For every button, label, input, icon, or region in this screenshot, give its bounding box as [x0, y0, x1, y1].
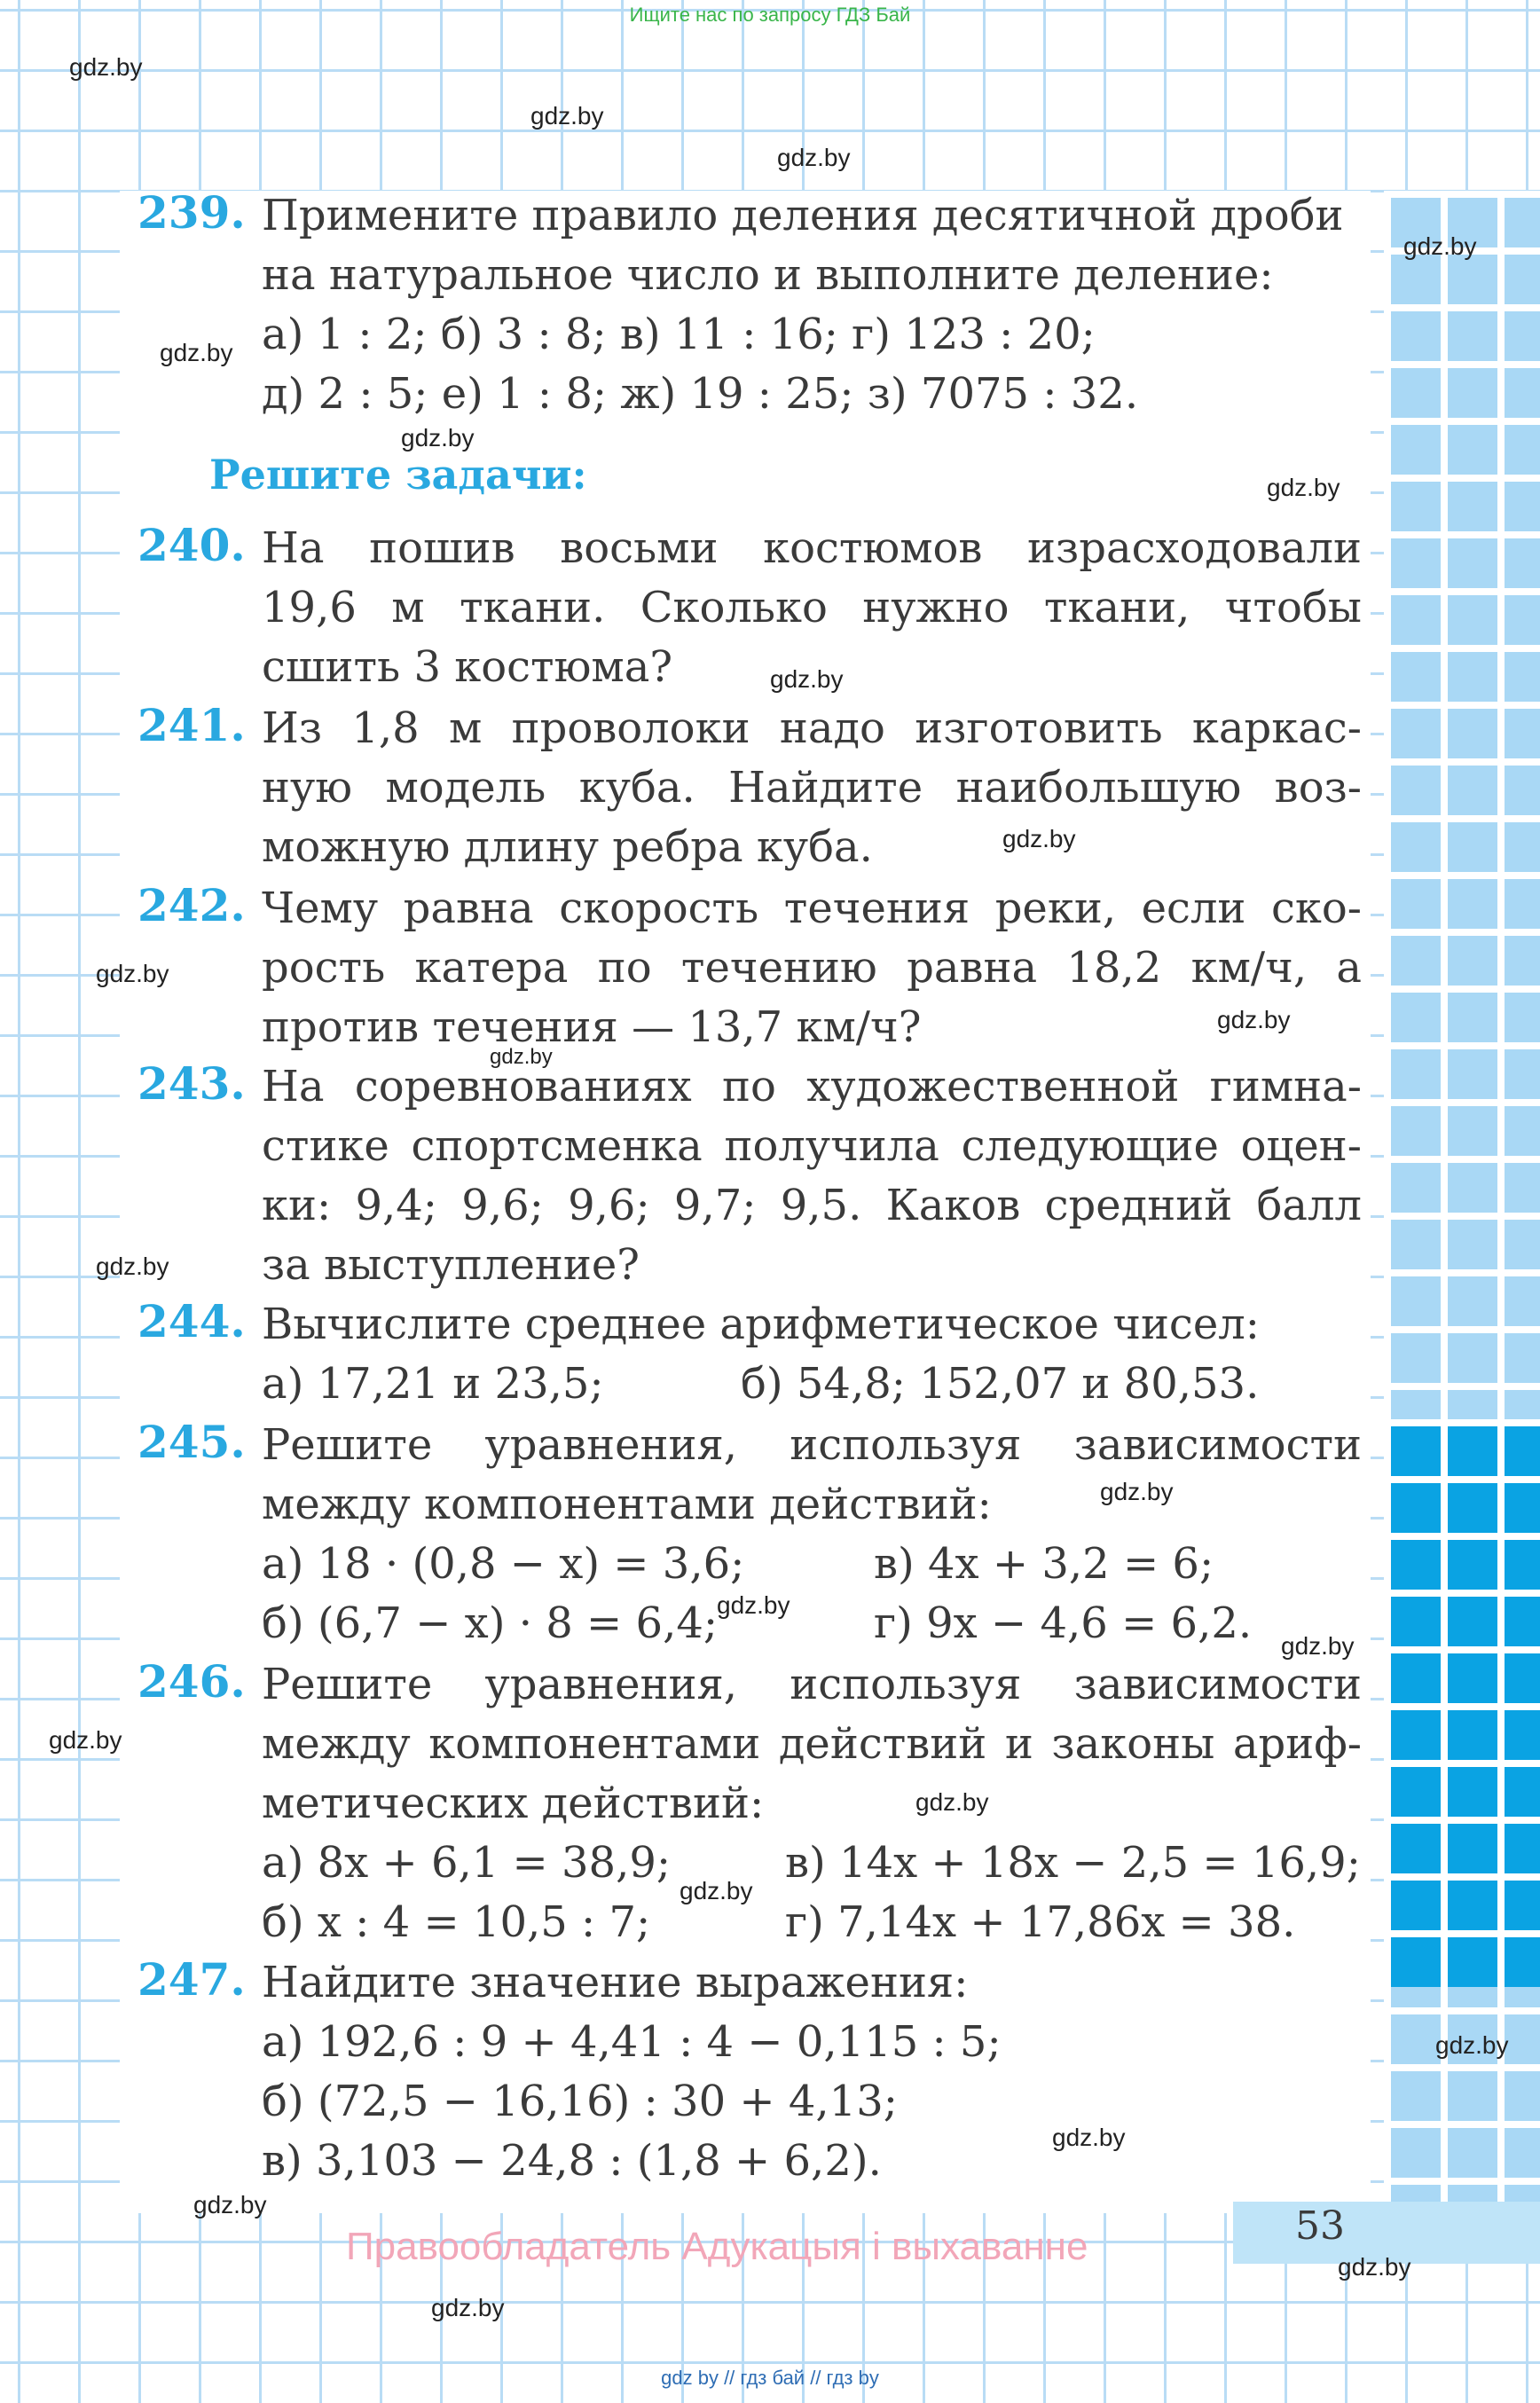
option-a: а) 17,21 и 23,5; — [262, 1359, 604, 1409]
watermark: gdz.by — [1100, 1478, 1174, 1505]
problem-text — [262, 1416, 1362, 1653]
equation-row — [262, 1594, 1362, 1653]
problem-line: д) 2 : 5; е) 1 : 8; ж) 19 : 25; з) 7075 : 32. — [262, 369, 1139, 419]
problem-line: Вычислите среднее арифметическое чисел: — [262, 1300, 1260, 1349]
problem-number: 244. — [138, 1295, 246, 1347]
equation-g: г) 7,14x + 17,86x = 38. — [785, 1897, 1296, 1947]
equation-g: г) 9x − 4,6 = 6,2. — [874, 1598, 1253, 1648]
equation-v: в) 14x + 18x − 2,5 = 16,9; — [785, 1838, 1361, 1888]
watermark: gdz.by — [69, 53, 143, 81]
problem-number: 243. — [138, 1057, 246, 1110]
watermark: gdz.by — [680, 1877, 753, 1904]
equation-a: а) 8x + 6,1 = 38,9; — [262, 1838, 672, 1888]
watermark: gdz.by — [1002, 825, 1076, 852]
problem-text — [262, 1295, 1362, 1414]
problem-line: Найдите значение выражения: — [262, 1958, 969, 2007]
watermark: gdz.by — [777, 144, 851, 171]
watermark: gdz.by — [193, 2191, 267, 2218]
problem-line: На соревнованиях по художественной гимна- — [262, 1062, 1362, 1111]
watermark: gdz.by — [490, 1045, 553, 1069]
equation-row — [262, 1535, 1362, 1594]
page-number: 53 — [1295, 2203, 1345, 2249]
problem-241 — [138, 699, 1362, 877]
watermark: gdz.by — [1267, 474, 1340, 501]
watermark: gdz.by — [160, 339, 233, 366]
problem-line: сшить 3 костюма? — [262, 642, 673, 692]
equation-row — [262, 1893, 1362, 1952]
problem-number: 246. — [138, 1655, 246, 1708]
problem-line: Из 1,8 м проволоки надо изготовить каркас- — [262, 703, 1362, 753]
watermark: gdz.by — [717, 1591, 790, 1619]
problem-line: в) 3,103 − 24,8 : (1,8 + 6,2). — [262, 2136, 882, 2186]
problem-text — [262, 879, 1362, 1057]
problem-line: против течения — 13,7 км/ч? — [262, 1002, 922, 1052]
problem-line: 19,6 м ткани. Сколько нужно ткани, чтобы — [262, 583, 1362, 632]
problem-line: а) 192,6 : 9 + 4,41 : 4 − 0,115 : 5; — [262, 2017, 1002, 2067]
watermark: gdz.by — [1217, 1006, 1291, 1033]
answer-options — [262, 1355, 1362, 1414]
problem-239 — [138, 186, 1362, 424]
equation-a: а) 18 · (0,8 − x) = 3,6; — [262, 1539, 745, 1589]
copyright-holder: Правообладатель Адукацыя і выхаванне — [346, 2225, 1088, 2268]
problem-line: между компонентами действий: — [262, 1480, 992, 1529]
watermark: gdz.by — [1435, 2031, 1509, 2059]
problem-text — [262, 1655, 1362, 1952]
problem-line: можную длину ребра куба. — [262, 822, 873, 872]
problem-text — [262, 186, 1362, 424]
watermark: gdz.by — [1403, 232, 1477, 260]
problem-line: метических действий: — [262, 1779, 765, 1828]
problem-number: 239. — [138, 186, 246, 239]
section-heading: Решите задачи: — [209, 451, 587, 499]
watermark: gdz.by — [1052, 2124, 1126, 2151]
watermark: gdz.by — [96, 960, 169, 987]
watermark: gdz.by — [530, 102, 604, 130]
problem-247 — [138, 1953, 1362, 2191]
problem-number: 240. — [138, 519, 246, 571]
problem-243 — [138, 1057, 1362, 1295]
option-b: б) 54,8; 152,07 и 80,53. — [741, 1359, 1260, 1409]
problem-line: ки: 9,4; 9,6; 9,6; 9,7; 9,5. Каков средний балл — [262, 1181, 1362, 1230]
problem-line: Решите уравнения, используя зависимости — [262, 1660, 1362, 1709]
watermark: gdz.by — [431, 2294, 505, 2321]
watermark: gdz.by — [770, 665, 844, 693]
problem-text — [262, 1953, 1362, 2191]
problem-line: между компонентами действий и законы ариф- — [262, 1719, 1362, 1769]
equation-row — [262, 1834, 1362, 1893]
problem-line: рость катера по течению равна 18,2 км/ч, а — [262, 943, 1362, 993]
problem-number: 245. — [138, 1416, 246, 1468]
top-banner[interactable]: Ищите нас по запросу ГДЗ Бай — [629, 4, 911, 26]
problem-number: 247. — [138, 1953, 246, 2006]
problem-line: за выступление? — [262, 1240, 640, 1290]
problem-line: на натуральное число и выполните деление: — [262, 250, 1274, 300]
watermark: gdz.by — [96, 1253, 169, 1280]
equation-v: в) 4x + 3,2 = 6; — [874, 1539, 1214, 1589]
problem-240 — [138, 519, 1362, 697]
equation-b: б) x : 4 = 10,5 : 7; — [262, 1897, 651, 1947]
problem-line: Примените правило деления десятичной дроби — [262, 191, 1344, 240]
problem-text — [262, 699, 1362, 877]
problem-line: Чему равна скорость течения реки, если ско- — [262, 883, 1362, 933]
watermark: gdz.by — [401, 424, 475, 452]
problem-246 — [138, 1655, 1362, 1952]
watermark: gdz.by — [915, 1788, 989, 1816]
problem-line: а) 1 : 2; б) 3 : 8; в) 11 : 16; г) 123 : 20; — [262, 310, 1096, 359]
problem-line: Решите уравнения, используя зависимости — [262, 1420, 1362, 1470]
problem-line: На пошив восьми костюмов израсходовали — [262, 523, 1362, 573]
bottom-links[interactable]: gdz by // гдз бай // гдз by — [661, 2367, 879, 2389]
problem-number: 242. — [138, 879, 246, 931]
watermark: gdz.by — [49, 1726, 122, 1754]
problem-line: б) (72,5 − 16,16) : 30 + 4,13; — [262, 2077, 898, 2126]
problem-text — [262, 1057, 1362, 1295]
watermark: gdz.by — [1338, 2253, 1411, 2281]
problem-242 — [138, 879, 1362, 1057]
problem-number: 241. — [138, 699, 246, 751]
equation-b: б) (6,7 − x) · 8 = 6,4; — [262, 1598, 719, 1648]
watermark: gdz.by — [1281, 1632, 1355, 1660]
problem-line: ную модель куба. Найдите наибольшую воз- — [262, 763, 1362, 813]
decorative-strip-dark — [1384, 1419, 1540, 1987]
problem-244 — [138, 1295, 1362, 1414]
problem-line: стике спортсменка получила следующие оцен- — [262, 1121, 1362, 1171]
